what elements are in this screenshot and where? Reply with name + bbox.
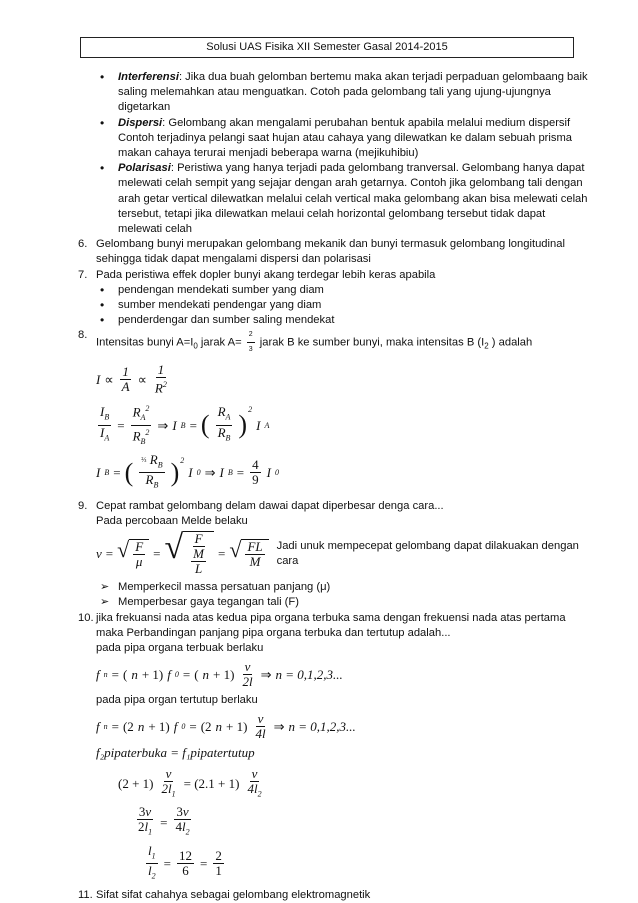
question-10-closed-label: pada pipa organ tertutup berlaku bbox=[96, 694, 258, 707]
question-7-item: • penderdengar dan sumber saling mendekat bbox=[78, 313, 588, 328]
text-dispersi: : Gelombang akan mengalami perubahan bentuk apabila melalui medium dispersif Contoh terjadinya pelangi saat hujan atau cahaya yang dilewatkan ke dalam sebuah prisma makan cahaya terurai menjadi beberapa warna (mejikuhibiu) bbox=[118, 116, 573, 160]
question-9-number: 9. bbox=[78, 499, 88, 512]
question-9-subtext: Pada percobaan Melde belaku bbox=[96, 515, 248, 528]
equation-frequency-equal bbox=[78, 745, 588, 762]
term-interferensi: Interferensi bbox=[118, 71, 179, 83]
equation-step-3: $\frac{l_1}{l_2}$ = $\frac{12}{6}$ = $\frac{2}{1}$ bbox=[148, 842, 222, 882]
bullet-dispersi bbox=[78, 116, 588, 162]
equation-open-pipe: f n = ( n + 1) f 0 = ( n + 1) v 2l ⇒ n = 0,1,2,3... bbox=[96, 659, 343, 690]
question-7-item: • pendengan mendekati sumber yang diam bbox=[78, 283, 588, 298]
question-9 bbox=[78, 499, 588, 514]
question-11-number: 11. bbox=[78, 889, 93, 902]
question-9-text: Cepat rambat gelombang delam dawai dapat diperbesar denga cara... bbox=[96, 499, 444, 512]
equation-closed-pipe: f n = (2 n + 1) f 0 = (2 n + 1) v 4l ⇒ n = 0,1,2,3... bbox=[96, 711, 356, 742]
question-8-text-a: Intensitas bunyi A=I bbox=[96, 336, 194, 349]
question-7-item: • sumber mendekati pendengar yang diam bbox=[78, 298, 588, 313]
question-11 bbox=[78, 888, 588, 903]
question-8-sub2: 2 bbox=[484, 342, 489, 352]
fraction-two-thirds bbox=[247, 328, 255, 357]
equation-frequency-equal-text: f₂pipaterbuka = f₁pipatertutup bbox=[96, 745, 255, 761]
question-7-number: 7. bbox=[78, 268, 88, 281]
question-6-text: Gelombang bunyi merupakan gelombang mekanik dan bunyi termasuk gelombang longitudinal sehingga tidak dapat mengalami dispersi dan polarisasi bbox=[96, 238, 565, 266]
fraction-numerator: 2 bbox=[247, 328, 255, 343]
question-9-after-equation: Jadi unuk mempecepat gelombang dapat dilakuakan dengan cara bbox=[276, 539, 579, 567]
term-polarisasi: Polarisasi bbox=[118, 162, 171, 175]
term-dispersi: Dispersi bbox=[118, 116, 163, 129]
question-8-number: 8. bbox=[78, 329, 88, 342]
equation-intensity-proportional: I ∝ 1 A ∝ 1 $R^2$ bbox=[96, 362, 167, 396]
fraction-denominator: 3 bbox=[248, 346, 253, 354]
question-11-text: Sifat sifat cahahya sebagai gelombang elektromagnetik bbox=[96, 889, 371, 902]
question-9-item: ➢ Memperbesar gaya tegangan tali (F) bbox=[78, 595, 588, 610]
equation-open-pipe-tail: n = 0,1,2,3... bbox=[275, 667, 343, 683]
question-8-sub0: 0 bbox=[193, 342, 198, 352]
equation-intensity-ratio: $\frac{I_B}{I_A}$ = $\frac{R_A^2}{R_B^2}$ ⇒ I B = ( $R_A$ $R_B$ ) $^2$ I A bbox=[100, 403, 270, 446]
page-header-title: Solusi UAS Fisika XII Semester Gasal 2014-2015 bbox=[206, 41, 448, 53]
question-7-text: Pada peristiwa effek dopler bunyi akang terdegar lebih keras apabila bbox=[96, 268, 436, 281]
text-interferensi: : Jika dua buah gelomban bertemu maka akan terjadi perpaduan gelombaang baik saling melemahkan atau menguatkan. Cotoh pada gelombang tali yang ujung-ujungnya digetarkan bbox=[118, 71, 588, 114]
question-7 bbox=[78, 268, 588, 283]
text-polarisasi: : Peristiwa yang hanya terjadi pada gelombang tranversal. Gelombang hanya dapat melewati celah sempit yang sejajar dengan arah getarnya. Contoh jika gelombang tali dengan arah getar vertical dilewatkan melalui celah vertical maka gelombang akan bisa melewati celah tersebut, tetapi jika dilewatkan melaui celah horizontal gelombang tersebut tidak dapat melewati celah bbox=[118, 162, 588, 236]
question-8-text-d: ) adalah bbox=[488, 336, 533, 349]
document-body bbox=[78, 70, 588, 903]
question-10-text: jika frekuansi nada atas kedua pipa organa terbuka sama dengan frekuensi nada atas pertama maka Perbandingan panjang pipa organa terbuka dan tertutup adalah... bbox=[96, 611, 566, 639]
equation-melde: v = √ $\frac{F}{\mu}$ = √ $\frac{F}{\frac{M}{L}}$ = √ $\frac{FL}{M}$ Jadi unuk mempecepat gelombang dapat dilakuakan dengan cara bbox=[78, 531, 588, 576]
question-10-number: 10. bbox=[78, 611, 94, 624]
equation-step-2: $\frac{3v}{2l_1}$ = $\frac{3v}{4l_2}$ bbox=[138, 804, 190, 837]
question-9-item: ➢ Memperkecil massa persatuan panjang (μ) bbox=[78, 580, 588, 595]
equation-intensity-result: I B = ( ⅔ $R_B$ $R_B$ ) $^2$ I $_0$ ⇒ I B = $\frac{4}{9}$ I 0 bbox=[96, 451, 279, 490]
question-8-text-c: jarak B ke sumber bunyi, maka intensitas B (I bbox=[256, 336, 485, 349]
equation-closed-pipe-tail: n = 0,1,2,3... bbox=[288, 719, 356, 735]
question-6 bbox=[78, 237, 588, 267]
bullet-polarisasi bbox=[78, 161, 588, 237]
question-10 bbox=[78, 611, 588, 641]
question-6-number: 6. bbox=[78, 238, 88, 251]
bullet-interferensi bbox=[78, 70, 588, 116]
question-8-text-b: jarak A= bbox=[197, 336, 245, 349]
question-8 bbox=[78, 328, 588, 357]
question-10-open-label: pada pipa organa terbuak berlaku bbox=[96, 642, 264, 655]
page-header bbox=[80, 37, 574, 58]
equation-step-1: (2 + 1) $\frac{v}{2l_1}$ = (2.1 + 1) v $4l_2$ bbox=[118, 765, 262, 799]
